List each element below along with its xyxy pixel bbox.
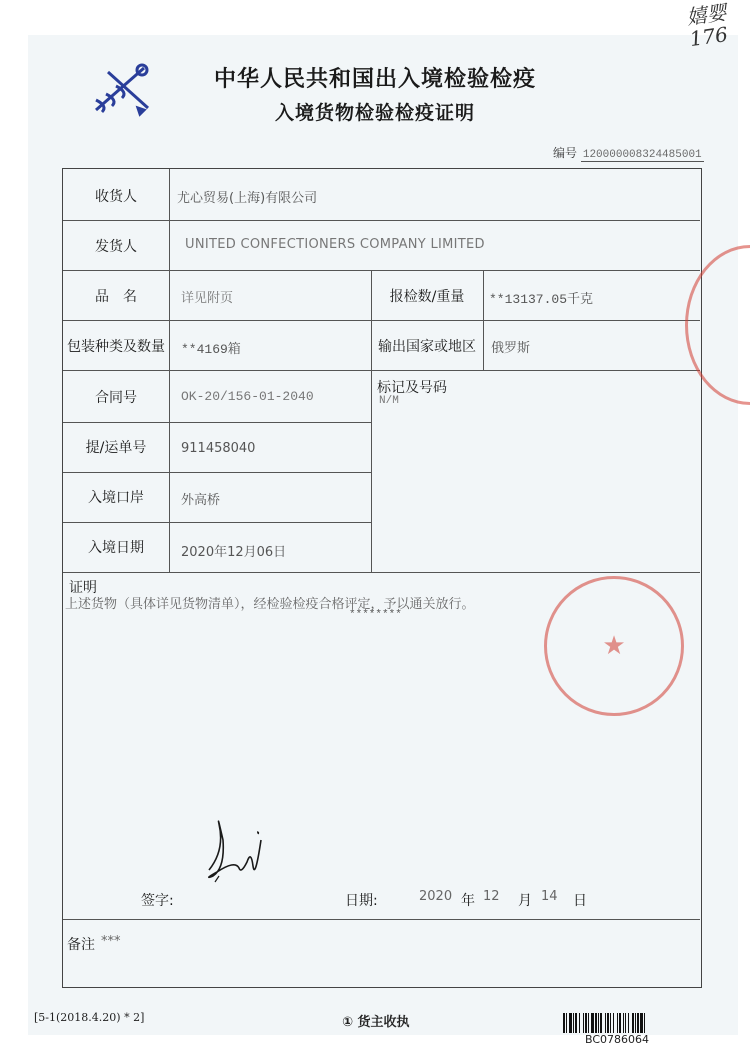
weight-label: 报检数/重量 — [389, 289, 465, 305]
barcode-bar — [598, 1013, 599, 1033]
origin-value: 俄罗斯 — [491, 341, 531, 356]
barcode-bar — [635, 1013, 636, 1033]
barcode-bar — [591, 1013, 594, 1033]
marks-label: 标记及号码 — [377, 380, 447, 396]
barcode-bar — [625, 1013, 626, 1033]
remarks-value: *** — [101, 934, 121, 949]
barcode-bar — [583, 1013, 584, 1033]
barcode-bar — [617, 1013, 618, 1033]
barcode-bar — [628, 1013, 629, 1033]
sign-day: 14 — [541, 889, 558, 904]
barcode-bar — [610, 1013, 611, 1033]
consignor-label: 发货人 — [95, 239, 137, 255]
certification-text: 上述货物（具体详见货物清单），经检验检疫合格评定，予以通关放行。 — [65, 597, 475, 612]
contract-label: 合同号 — [95, 390, 137, 406]
entry-date-label: 入境日期 — [88, 540, 144, 556]
entry-port-value: 外高桥 — [181, 493, 221, 508]
barcode-bar — [575, 1013, 577, 1033]
barcode-bar — [569, 1013, 572, 1033]
origin-label: 输出国家或地区 — [378, 339, 476, 355]
day-unit: 日 — [573, 893, 587, 909]
sign-month: 12 — [483, 889, 500, 904]
entry-port-label: 入境口岸 — [88, 490, 144, 506]
remarks-label: 备注 — [67, 937, 95, 953]
sign-year: 2020 — [419, 889, 453, 904]
bill-number-label: 提/运单号 — [85, 440, 147, 456]
goods-name-label: 品 名 — [95, 289, 137, 305]
barcode-bar — [619, 1013, 621, 1033]
authority-title: 中华人民共和国出入境检验检疫 — [213, 67, 536, 92]
barcode-bar — [588, 1013, 589, 1033]
signature-label: 签字: — [141, 893, 174, 909]
barcode-bar — [613, 1013, 614, 1033]
handwritten-signature — [195, 810, 275, 900]
consignor-value: UNITED CONFECTIONERS COMPANY LIMITED — [185, 237, 485, 252]
weight-value: **13137.05千克 — [489, 292, 594, 307]
serial-number — [553, 144, 704, 161]
entry-date-value: 2020年12月06日 — [181, 545, 287, 560]
bill-number-value: 911458040 — [181, 441, 256, 456]
copy-label — [342, 1011, 410, 1030]
star-icon: ★ — [602, 631, 626, 661]
month-unit: 月 — [518, 893, 532, 909]
barcode-bar — [579, 1013, 580, 1033]
serial-value: 120000008324485001 — [582, 149, 702, 161]
barcode — [563, 1013, 685, 1033]
packing-value: **4169箱 — [181, 342, 241, 357]
consignee-value: 尤心贸易(上海)有限公司 — [177, 191, 318, 206]
marks-value: N/M — [379, 395, 399, 407]
barcode-bar — [600, 1013, 602, 1033]
form-code: [5-1(2018.4.20) * 2] — [34, 1011, 145, 1024]
year-unit: 年 — [461, 893, 475, 909]
barcode-bar — [632, 1013, 634, 1033]
copy-circle-number: ① — [342, 1015, 354, 1030]
certification-stars: ******** — [349, 609, 402, 621]
serial-label: 编号 — [553, 146, 578, 160]
certificate-title: 入境货物检验检疫证明 — [274, 102, 475, 124]
goods-name-value: 详见附页 — [181, 291, 234, 306]
copy-label-text: 货主收执 — [357, 1015, 410, 1030]
barcode-bar — [640, 1013, 643, 1033]
handwritten-note: 嬉婴 176 — [685, 0, 730, 52]
date-label: 日期: — [345, 893, 378, 909]
barcode-bar — [623, 1013, 624, 1033]
barcode-bar — [637, 1013, 639, 1033]
contract-value: OK-20/156-01-2040 — [181, 389, 314, 404]
barcode-bar — [644, 1013, 645, 1033]
packing-label: 包装种类及数量 — [67, 339, 165, 355]
barcode-bar — [573, 1013, 574, 1033]
barcode-bar — [585, 1013, 587, 1033]
barcode-bar — [607, 1013, 609, 1033]
barcode-bar — [595, 1013, 597, 1033]
barcode-bar — [566, 1013, 567, 1033]
consignee-label: 收货人 — [95, 189, 137, 205]
certification-label: 证明 — [69, 580, 97, 596]
barcode-bar — [605, 1013, 606, 1033]
barcode-number: BC0786064 — [585, 1033, 650, 1046]
barcode-bar — [563, 1013, 565, 1033]
